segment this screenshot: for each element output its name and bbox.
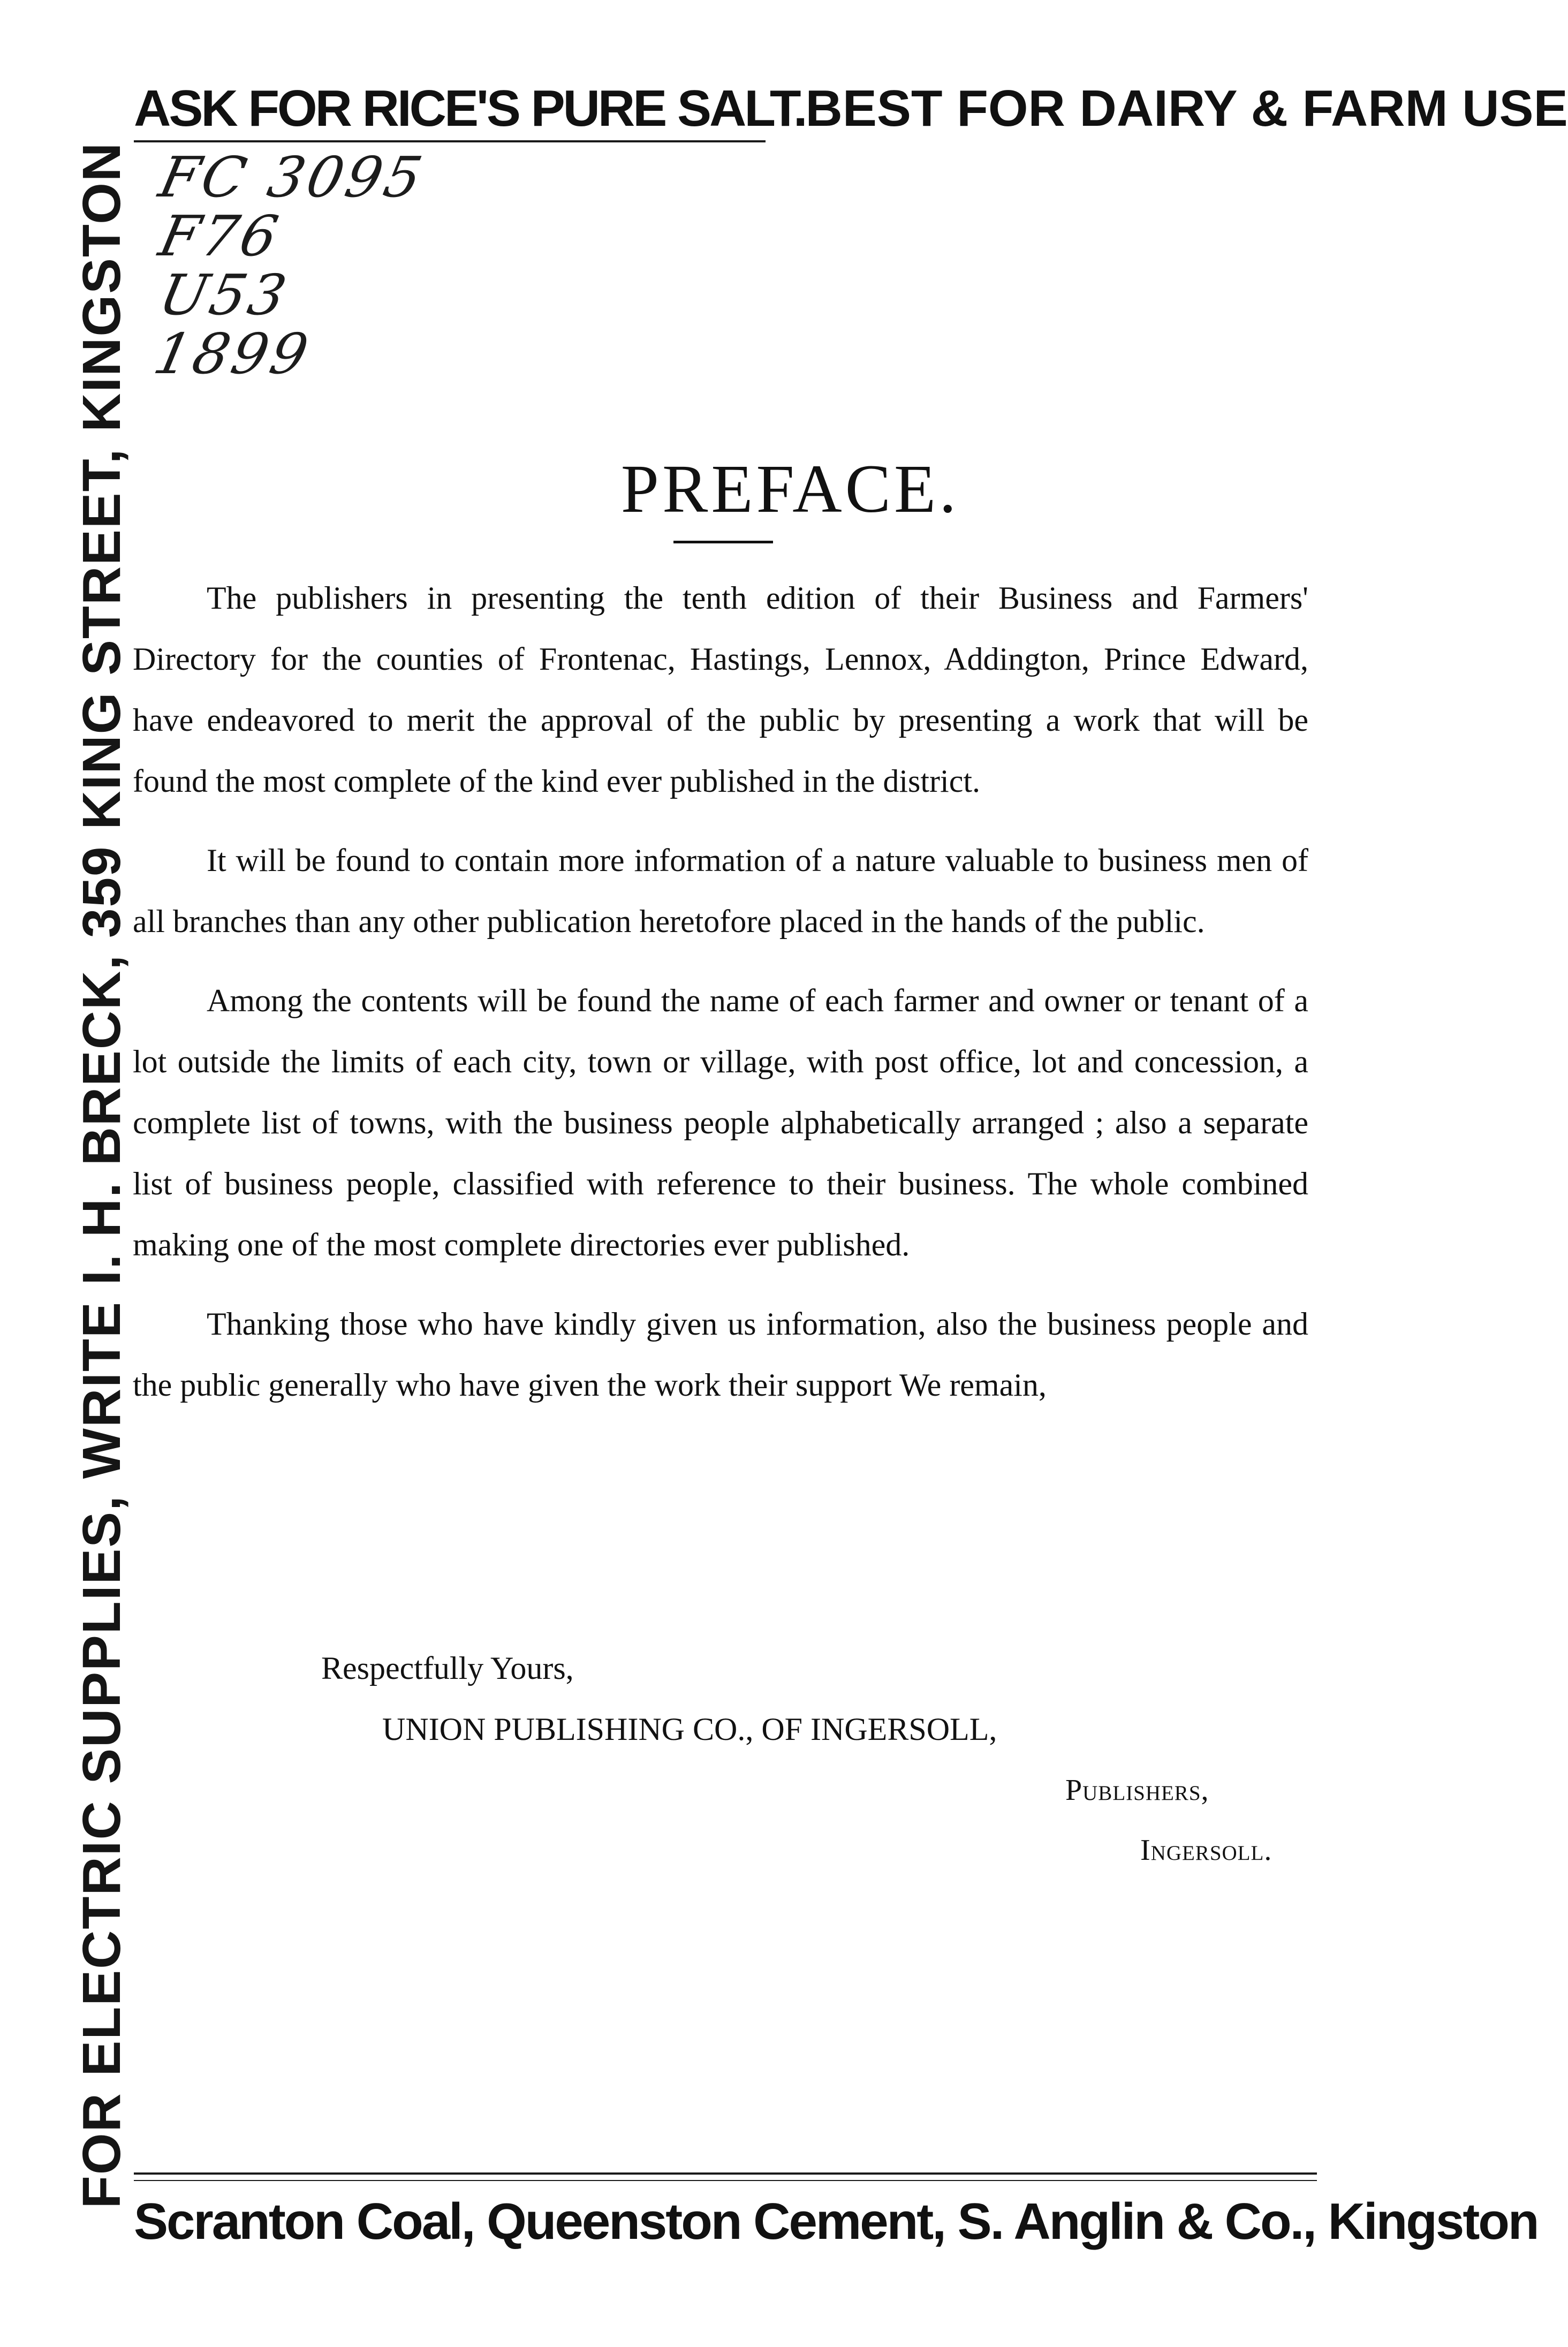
bottom-advertisement: Scranton Coal, Queenston Cement, S. Anglin & Co., Kingston: [134, 2193, 1538, 2250]
call-number-line-4: 1899: [148, 321, 317, 387]
page-title: PREFACE.: [620, 451, 960, 527]
preface-body: [133, 567, 1308, 1434]
call-number-line-1: FC 3095: [154, 145, 431, 210]
side-advertisement: [64, 75, 139, 2275]
signoff-role: Publishers,: [1065, 1774, 1209, 1807]
top-ad-underline: [134, 140, 766, 142]
paragraph-2: It will be found to contain more information of a nature valuable to business men of all branches than any other publication heretofore placed in the hands of the public.: [133, 843, 1308, 939]
top-ad-right: BEST FOR DAIRY & FARM USE: [805, 80, 1568, 137]
bottom-rule-thin: [134, 2180, 1317, 2181]
paragraph-3: Among the contents will be found the name of each farmer and owner or tenant of a lot outside the limits of each city, town or village, with post office, lot and concession, a complete list of towns, with the business people alphabetically arranged ; also a separate list of business people, classified with reference to their business. The whole combined making one of the most complete directories ever published.: [133, 983, 1308, 1262]
bottom-rule: [134, 2172, 1317, 2175]
side-ad-text: FOR ELECTRIC SUPPLIES, WRITE I. H. BRECK, 359 KING STREET, KINGSTON: [72, 141, 132, 2209]
top-ad-left: ASK FOR RICE'S PURE SALT.: [134, 80, 806, 137]
title-rule: [673, 541, 773, 543]
top-advertisement: [134, 79, 1568, 138]
paragraph-1: The publishers in presenting the tenth edition of their Business and Farmers' Directory for the counties of Frontenac, Hastings, Lennox, Addington, Prince Edward, have endeavored to merit the approval of the public by presenting a work that will be found the most complete of the kind ever published in the district.: [133, 580, 1308, 799]
signoff-place: Ingersoll.: [1140, 1834, 1272, 1867]
call-number-line-2: F76: [154, 203, 287, 269]
signoff-closing: Respectfully Yours,: [321, 1651, 574, 1686]
paragraph-4: Thanking those who have kindly given us information, also the business people and the public generally who have given the work their support We remain,: [133, 1306, 1308, 1403]
signoff-company: UNION PUBLISHING CO., OF INGERSOLL,: [382, 1712, 997, 1747]
call-number-line-3: U53: [154, 262, 295, 328]
